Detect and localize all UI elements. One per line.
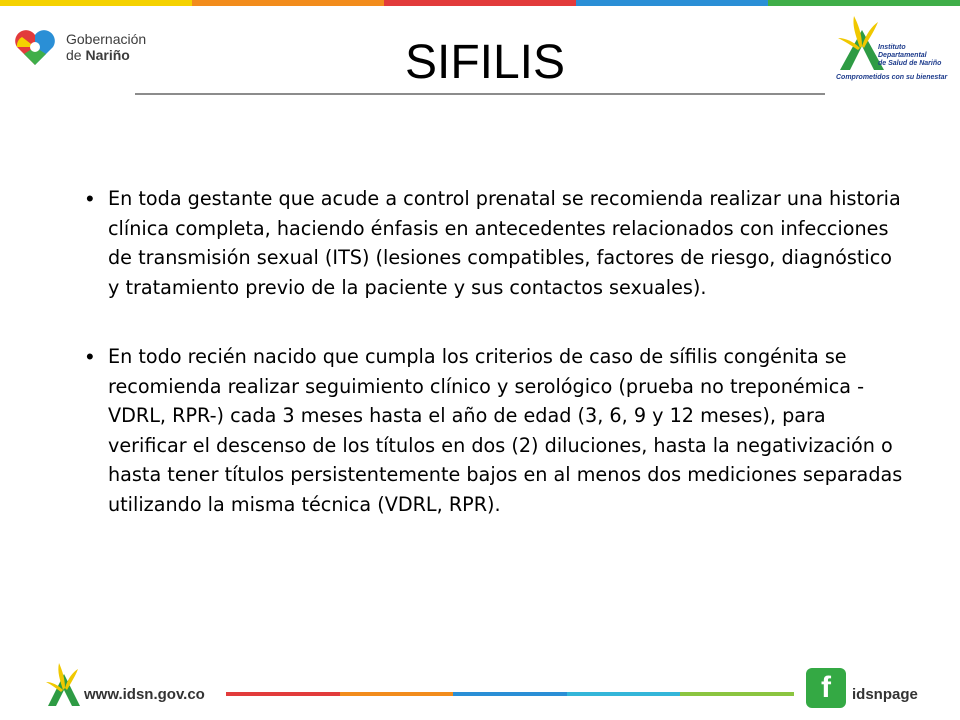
footer-bar-segment xyxy=(453,692,567,696)
idsn-line: Departamental xyxy=(878,52,927,59)
footer-bar-segment xyxy=(680,692,794,696)
facebook-page-link[interactable]: idsnpage xyxy=(852,686,918,703)
bullet-text: En toda gestante que acude a control prenatal se recomienda realizar una historia clínica completa, haciendo énfasis en antecedentes relacionados con infecciones de transmisión sexual (ITS) (lesiones compatibles, factores de riesgo, diagnóstico y tratamiento previo de la paciente y sus contactos sexuales). xyxy=(108,187,901,299)
gobernacion-line2-prefix: de xyxy=(66,47,86,63)
idsn-name xyxy=(878,44,941,68)
bullet-item xyxy=(86,342,906,519)
top-bar-segment xyxy=(576,0,768,6)
idsn-tagline: Comprometidos con su bienestar xyxy=(836,74,948,81)
gobernacion-line2 xyxy=(66,47,146,63)
idsn-line: Instituto xyxy=(878,44,906,51)
heart-logo-icon xyxy=(12,27,58,67)
website-link[interactable]: www.idsn.gov.co xyxy=(84,686,205,703)
idsn-line: de Salud de Nariño xyxy=(878,60,942,67)
idsn-logo xyxy=(832,12,950,92)
bullet-dot-icon: • xyxy=(86,344,94,369)
facebook-f-glyph: f xyxy=(821,671,831,704)
idsn-footer-plant-icon xyxy=(44,660,84,708)
facebook-icon[interactable] xyxy=(806,668,846,708)
top-bar-segment xyxy=(0,0,192,6)
gobernacion-name xyxy=(66,31,146,63)
slide-title: SIFILIS xyxy=(404,36,566,89)
gobernacion-line2-bold: Nariño xyxy=(85,47,130,63)
bullet-dot-icon: • xyxy=(86,186,94,211)
top-bar-segment xyxy=(384,0,576,6)
bullet-item xyxy=(86,184,906,302)
footer-color-bar xyxy=(226,692,794,696)
gobernacion-line1: Gobernación xyxy=(66,31,147,47)
top-color-bar xyxy=(0,0,960,6)
bullet-list xyxy=(86,184,906,559)
footer-bar-segment xyxy=(226,692,340,696)
top-bar-segment xyxy=(768,0,960,6)
footer-bar-segment xyxy=(340,692,454,696)
bullet-text: En todo recién nacido que cumpla los criterios de caso de sífilis congénita se recomienda realizar seguimiento clínico y serológico (prueba no treponémica - VDRL, RPR-) cada 3 meses hasta el año de edad (3, 6, 9 y 12 meses), para verificar el descenso de los títulos en dos (2) diluciones, hasta la negativización o hasta tener títulos persistentemente bajos en al menos dos mediciones separadas utilizando la misma técnica (VDRL, RPR). xyxy=(108,345,903,516)
title-underline xyxy=(135,93,825,95)
top-bar-segment xyxy=(192,0,384,6)
footer-bar-segment xyxy=(567,692,681,696)
